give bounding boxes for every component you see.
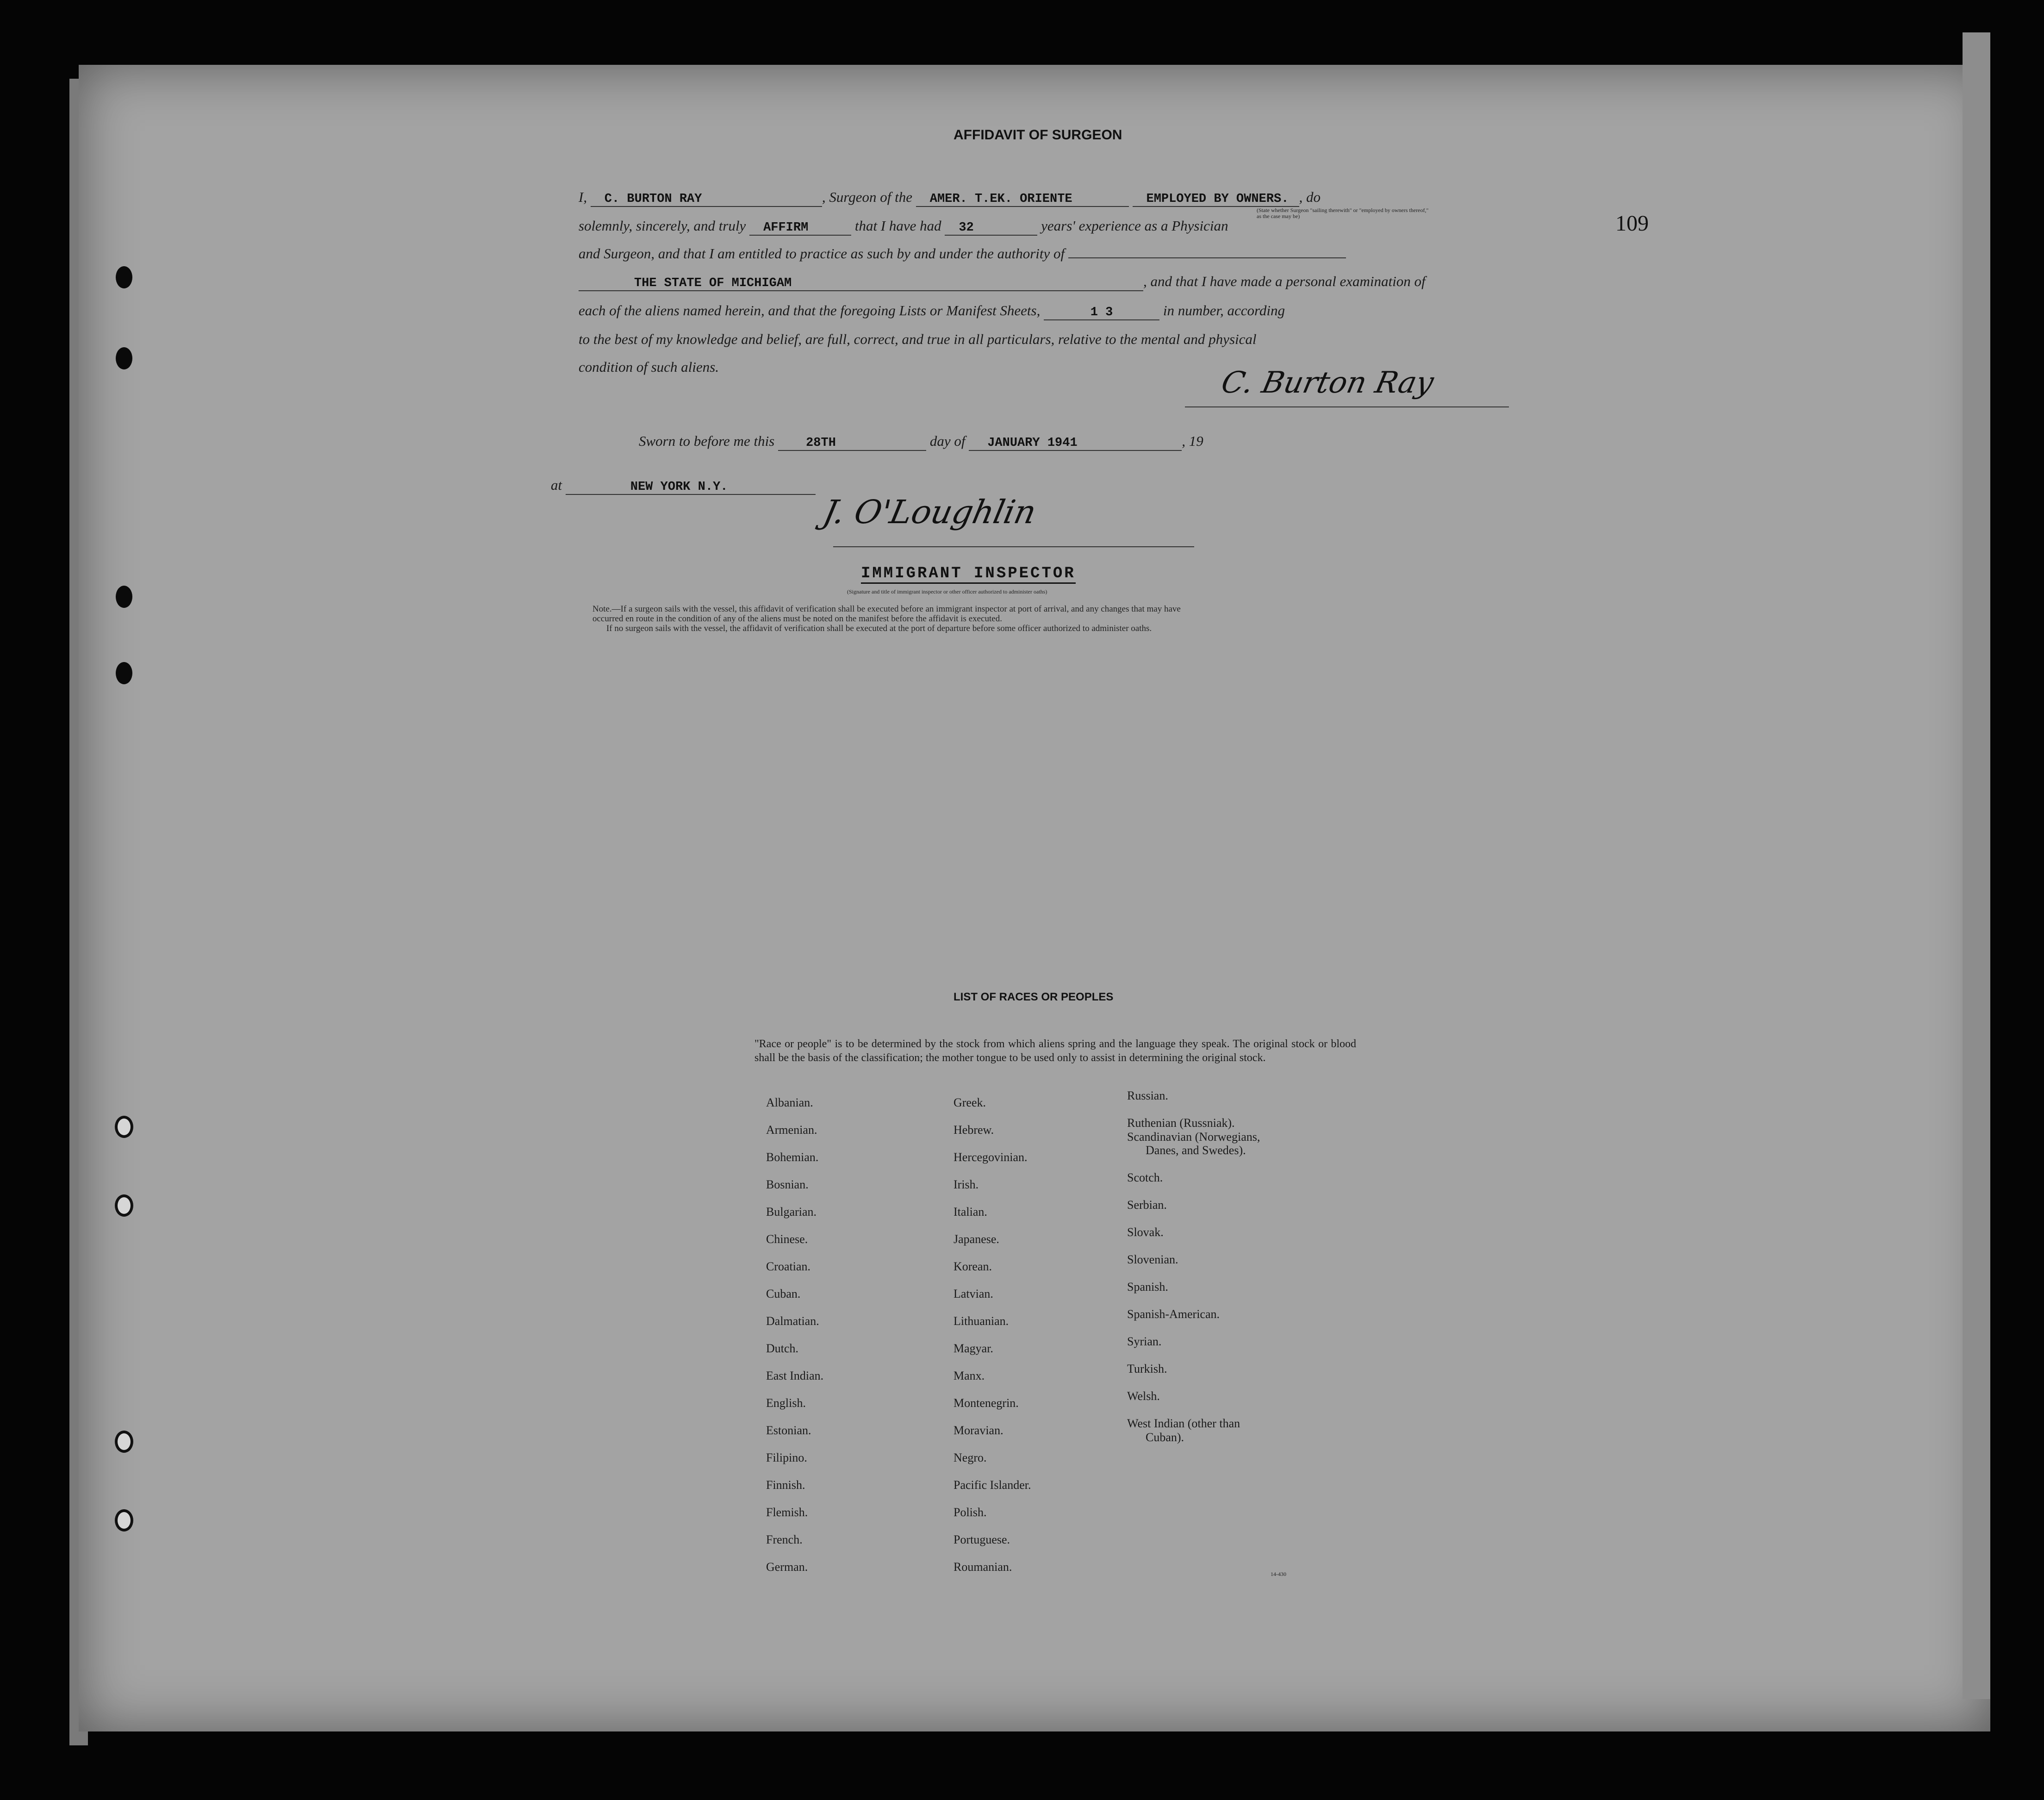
affidavit-title: AFFIDAVIT OF SURGEON <box>953 127 1122 143</box>
races-title: LIST OF RACES OR PEOPLES <box>953 991 1114 1003</box>
sworn-place-line <box>551 477 816 495</box>
race-item: Syrian. <box>1127 1335 1162 1348</box>
authority-state: THE STATE OF MICHIGAM <box>579 276 1143 291</box>
race-item: Serbian. <box>1127 1198 1167 1212</box>
race-item: Ruthenian (Russniak). <box>1127 1116 1235 1130</box>
race-item: Negro. <box>953 1451 987 1464</box>
surgeon-name: C. BURTON RAY <box>591 192 822 207</box>
race-item: Polish. <box>953 1506 987 1519</box>
sworn-at: at <box>551 477 562 493</box>
race-item: Pacific Islander. <box>953 1478 1031 1492</box>
note-line-1: Note.—If a surgeon sails with the vessel, this affidavit of verification shall be executed before an immigrant inspector at port of arrival, and any changes that may have <box>592 604 1181 614</box>
race-item: Magyar. <box>953 1342 993 1355</box>
race-item: Cuban). <box>1146 1430 1184 1444</box>
sworn-suffix: , 19 <box>1182 433 1203 449</box>
affirm-word: AFFIRM <box>749 221 851 236</box>
sworn-day: 28TH <box>778 436 926 451</box>
punch-hole <box>116 266 132 288</box>
sworn-prefix: Sworn to before me this <box>639 433 775 449</box>
page-edge-right <box>1963 32 1990 1699</box>
race-item: Dalmatian. <box>766 1314 819 1328</box>
race-item: Russian. <box>1127 1089 1168 1102</box>
races-intro: "Race or people" is to be determined by the stock from which aliens spring and the language they speak. The original stock or blood shall be the basis of the classification; the mother tongue to be used only to assist in determining the original stock. <box>754 1038 1356 1064</box>
race-item: Slovenian. <box>1127 1253 1178 1266</box>
race-item: West Indian (other than <box>1127 1417 1240 1430</box>
race-item: Armenian. <box>766 1123 817 1137</box>
race-item: Hercegovinian. <box>953 1150 1028 1164</box>
line2-suffix: years' experience as a Physician <box>1041 218 1228 234</box>
inspector-signature: J. O'Loughlin <box>820 493 1040 531</box>
race-item: Finnish. <box>766 1478 805 1492</box>
race-item: Scandinavian (Norwegians, <box>1127 1130 1260 1144</box>
line2-prefix: solemnly, sincerely, and truly <box>579 218 746 234</box>
race-item <box>1127 1157 1260 1171</box>
punch-hole <box>116 662 132 684</box>
inspector-signature-line <box>833 546 1194 547</box>
page-number: 109 <box>1615 211 1649 236</box>
race-item: Turkish. <box>1127 1362 1167 1375</box>
race-item: Japanese. <box>953 1232 999 1246</box>
race-item: Moravian. <box>953 1424 1003 1437</box>
punch-hole <box>115 1194 133 1217</box>
affidavit-line-7: condition of such aliens. <box>579 359 719 375</box>
race-item: Montenegrin. <box>953 1396 1019 1410</box>
race-item: Latvian. <box>953 1287 993 1300</box>
race-item: Estonian. <box>766 1424 811 1437</box>
sworn-place: NEW YORK N.Y. <box>566 480 816 495</box>
race-item: Bulgarian. <box>766 1205 817 1219</box>
race-item: Lithuanian. <box>953 1314 1009 1328</box>
race-item: Portuguese. <box>953 1533 1010 1546</box>
sworn-line <box>639 433 1203 451</box>
surgeon-signature-line <box>1185 406 1509 407</box>
race-item: Slovak. <box>1127 1225 1164 1239</box>
race-item: Roumanian. <box>953 1560 1012 1574</box>
employment-status: EMPLOYED BY OWNERS. <box>1133 192 1299 207</box>
race-item: Chinese. <box>766 1232 808 1246</box>
race-item: Irish. <box>953 1178 979 1191</box>
punch-hole <box>115 1116 133 1138</box>
punch-hole <box>116 347 132 369</box>
line2-middle: that I have had <box>854 218 941 234</box>
affidavit-line-2 <box>579 218 1228 236</box>
affidavit-line-1 <box>579 189 1321 207</box>
line4-text: , and that I have made a personal examination of <box>1143 273 1426 289</box>
race-item: Filipino. <box>766 1451 807 1464</box>
race-item: German. <box>766 1560 808 1574</box>
race-item: Cuban. <box>766 1287 801 1300</box>
race-item: Scotch. <box>1127 1171 1163 1184</box>
race-item: French. <box>766 1533 803 1546</box>
race-item: Flemish. <box>766 1506 808 1519</box>
line5-prefix: each of the aliens named herein, and that the foregoing Lists or Manifest Sheets, <box>579 302 1041 319</box>
race-item: Korean. <box>953 1260 992 1273</box>
surgeon-signature: C. Burton Ray <box>1218 366 1437 400</box>
note-line-2: occurred en route in the condition of any of the aliens must be noted on the manifest before the affidavit is executed. <box>592 614 1002 624</box>
sheet-count: 1 3 <box>1044 306 1159 320</box>
race-item: East Indian. <box>766 1369 824 1382</box>
race-item: Bosnian. <box>766 1178 809 1191</box>
punch-hole <box>115 1509 133 1531</box>
note-line-3: If no surgeon sails with the vessel, the affidavit of verification shall be executed at the port of departure before some officer authorized to administer oaths. <box>606 624 1152 633</box>
form-number: 14-430 <box>1271 1571 1286 1577</box>
race-item: Manx. <box>953 1369 985 1382</box>
punch-hole <box>115 1431 133 1453</box>
employment-note: (State whether Surgeon "sailing therewith" or "employed by owners thereof," as the case may be) <box>1257 207 1429 219</box>
punch-hole <box>116 586 132 608</box>
affidavit-line-3 <box>579 245 1346 262</box>
vessel-name: AMER. T.EK. ORIENTE <box>916 192 1129 207</box>
race-item: Danes, and Swedes). <box>1146 1144 1246 1157</box>
races-column-2 <box>953 1089 1031 1581</box>
line1-suffix: , do <box>1299 189 1321 205</box>
inspector-caption: (Signature and title of immigrant inspector or other officer authorized to administer oaths) <box>847 588 1047 595</box>
race-item: Albanian. <box>766 1096 813 1109</box>
affidavit-note <box>592 604 1435 633</box>
race-item: Spanish-American. <box>1127 1307 1220 1321</box>
line1-surgeon-of: , Surgeon of the <box>822 189 912 205</box>
race-item: Greek. <box>953 1096 986 1109</box>
race-item: Welsh. <box>1127 1389 1160 1403</box>
line3-text: and Surgeon, and that I am entitled to practice as such by and under the authority of <box>579 245 1065 262</box>
affidavit-line-6: to the best of my knowledge and belief, are full, correct, and true in all particulars, relative to the mental and physical <box>579 331 1257 347</box>
race-item: Spanish. <box>1127 1280 1168 1294</box>
race-item: Croatian. <box>766 1260 811 1273</box>
sworn-month-year: JANUARY 1941 <box>969 436 1182 451</box>
races-column-1 <box>766 1089 823 1581</box>
races-column-3 <box>1127 1089 1260 1444</box>
race-item: Bohemian. <box>766 1150 819 1164</box>
sworn-day-of: day of <box>929 433 966 449</box>
line5-suffix: in number, according <box>1163 302 1285 319</box>
race-item: Dutch. <box>766 1342 799 1355</box>
inspector-stamp: IMMIGRANT INSPECTOR <box>861 565 1076 584</box>
affidavit-line-4 <box>579 273 1426 291</box>
years-experience: 32 <box>945 221 1037 236</box>
line3-blank <box>1068 257 1346 258</box>
affidavit-line-5 <box>579 302 1285 320</box>
race-item: English. <box>766 1396 806 1410</box>
race-item: Hebrew. <box>953 1123 994 1137</box>
line1-prefix: I, <box>579 189 587 205</box>
race-item: Italian. <box>953 1205 987 1219</box>
